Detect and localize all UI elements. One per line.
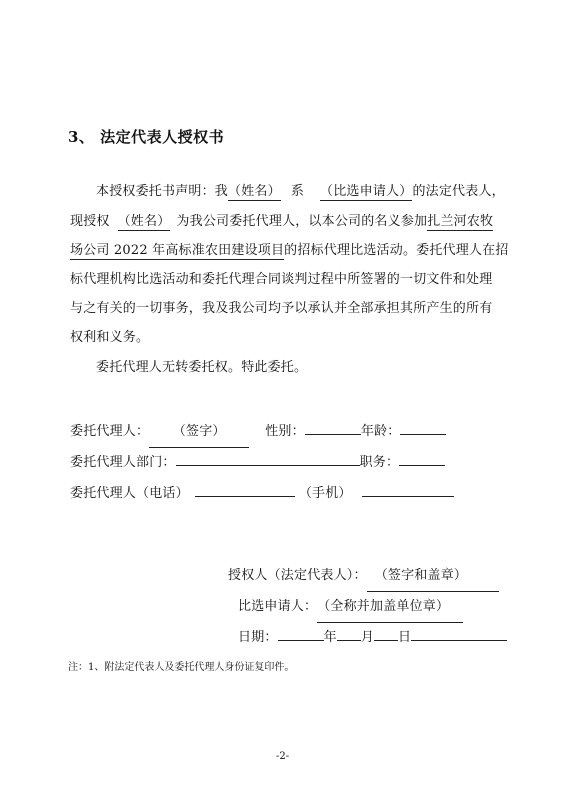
date-trailing-line	[411, 628, 507, 641]
agent-signature-field: （签字）	[149, 418, 249, 448]
agent-row	[70, 418, 446, 448]
declare-text: 本授权委托书声明：我	[96, 184, 229, 199]
gender-field	[305, 422, 361, 435]
agent-name-placeholder: （姓名）	[117, 214, 171, 229]
phone-field	[195, 484, 295, 497]
authorize-text: 现授权	[70, 214, 110, 229]
age-field	[400, 422, 446, 435]
day-label: 日	[398, 630, 412, 645]
agent-label: 委托代理人：	[70, 424, 150, 439]
project-name-part-1: 扎兰河农牧	[427, 214, 494, 229]
authorizer-row	[228, 562, 499, 592]
authorizer-signature-field: （签字和盖章）	[367, 562, 499, 592]
applicant-label: 比选申请人：	[238, 599, 318, 614]
para-line-1	[96, 178, 505, 206]
date-row	[238, 624, 507, 652]
phone-row	[70, 480, 454, 508]
year-label: 年	[323, 630, 337, 645]
applicant-placeholder: （比选申请人）	[320, 184, 413, 199]
page-number: -2-	[276, 751, 290, 762]
dept-label: 委托代理人部门：	[70, 455, 176, 470]
section-title: 3、 法定代表人授权书	[68, 128, 225, 146]
para-line-2	[70, 208, 493, 236]
dept-row	[70, 449, 445, 477]
relation-text: 系	[290, 184, 305, 199]
day-field	[374, 628, 398, 641]
date-label: 日期：	[238, 630, 278, 645]
applicant-seal-field: （全称并加盖单位章）	[317, 593, 463, 623]
name-placeholder: （姓名）	[228, 184, 281, 199]
dept-field	[176, 453, 360, 466]
year-field	[278, 628, 324, 641]
project-name-part-2: 场公司 2022 年高标准农田建设项目	[70, 243, 285, 258]
mobile-field	[362, 484, 454, 497]
para-line-4: 标代理机构比选活动和委托代理合同谈判过程中所签署的一切文件和处理	[70, 272, 493, 287]
legal-rep-text: 的法定代表人，	[412, 184, 505, 199]
gender-label: 性别：	[265, 424, 305, 439]
agent-role-text: 为我公司委托代理人，以本公司的名义参加	[176, 214, 428, 229]
duty-field	[399, 453, 445, 466]
authorizer-label: 授权人（法定代表人）：	[228, 568, 367, 583]
month-field	[337, 628, 361, 641]
para-line-3-rest: 的招标代理比选活动。委托代理人在招	[284, 243, 509, 258]
para-line-5: 与之有关的一切事务，我及我公司均予以承认并全部承担其所产生的所有	[70, 301, 493, 316]
month-label: 月	[360, 630, 375, 645]
no-transfer-statement: 委托代理人无转委托权。特此委托。	[96, 360, 308, 375]
mobile-label: （手机）	[298, 486, 352, 501]
para-line-6: 权利和义务。	[70, 330, 150, 345]
applicant-row	[238, 593, 463, 623]
duty-label: 职务：	[359, 455, 400, 470]
para-line-3	[70, 237, 509, 265]
age-label: 年龄：	[360, 424, 401, 439]
footnote: 注：1、附法定代表人及委托代理人身份证复印件。	[68, 662, 295, 673]
phone-label: 委托代理人（电话）	[70, 486, 189, 501]
